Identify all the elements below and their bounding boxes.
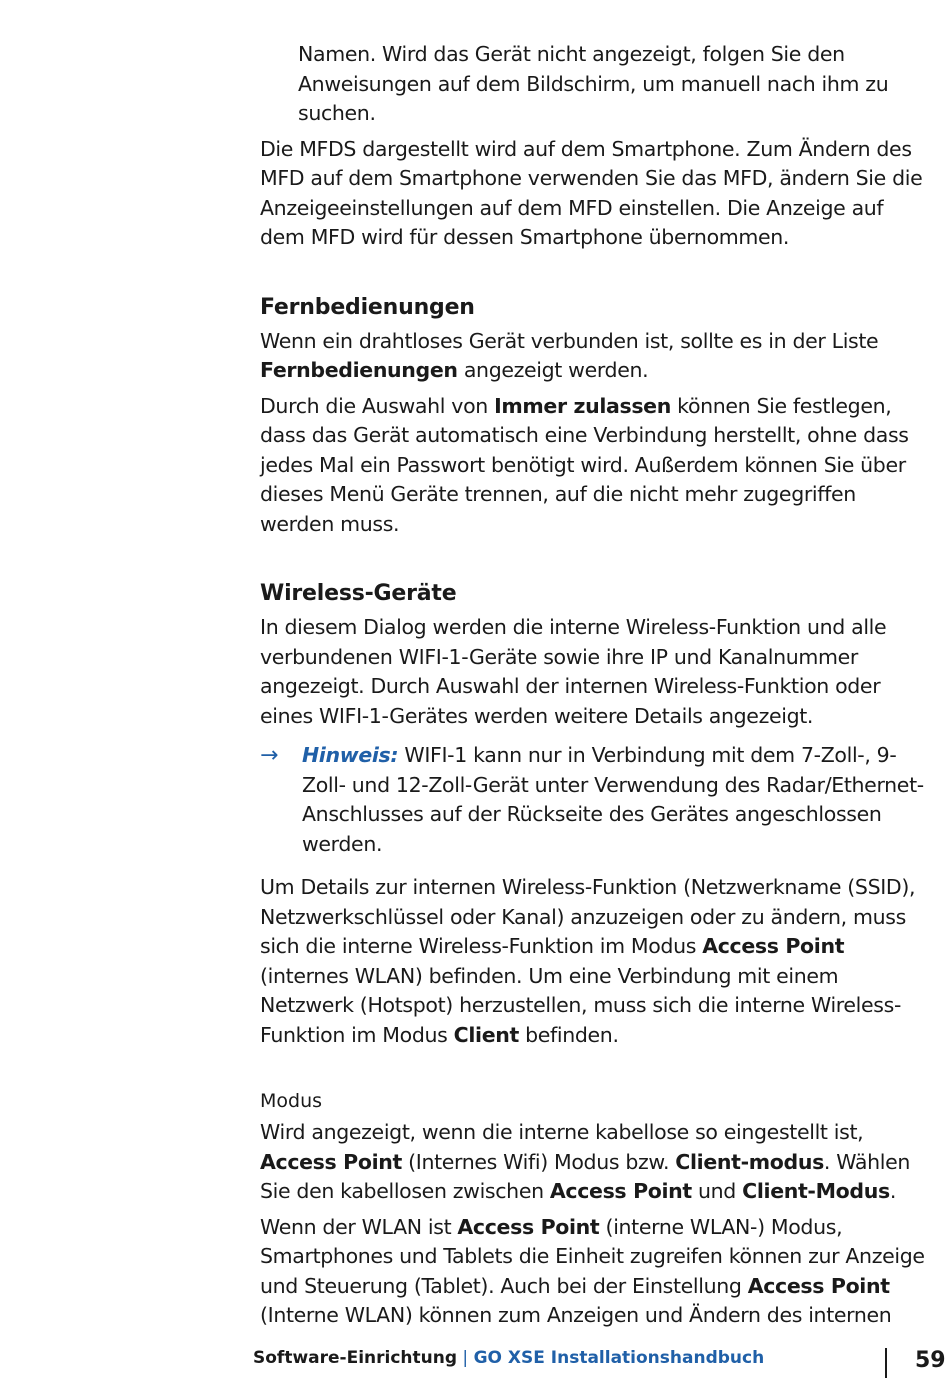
page-content xyxy=(260,40,932,1331)
wireless-paragraph-1: In diesem Dialog werden die interne Wireless-Funktion und alle verbundenen WIFI-1-Geräte sowie ihre IP und Kanalnummer angezeigt. Durch Auswahl der internen Wireless-Funktion oder eines WIFI-1-Gerätes werden weitere Details angezeigt. xyxy=(260,615,887,728)
footer-separator: | xyxy=(457,1348,474,1368)
page-footer xyxy=(253,1346,950,1380)
arrow-right-icon: → xyxy=(260,743,279,768)
modus-paragraph-1: Wird angezeigt, wenn die interne kabellose so eingestellt ist, Access Point (Internes Wifi) Modus bzw. Client-modus. Wählen Sie den kabellosen zwischen Access Point und Client-Modus. xyxy=(260,1120,910,1203)
footer-section: Software-Einrichtung xyxy=(253,1348,458,1368)
modus-paragraph-2: Wenn der WLAN ist Access Point (interne WLAN-) Modus, Smartphones und Tablets die Einheit zugreifen können zur Anzeige und Steuerung (Tablet). Auch bei der Einstellung Access Point (Interne WLAN) können zum Anzeigen und Ändern des internen xyxy=(260,1214,925,1327)
wireless-paragraph-2: Um Details zur internen Wireless-Funktion (Netzwerkname (SSID), Netzwerkschlüssel oder Kanal) anzuzeigen oder zu ändern, muss sich die interne Wireless-Funktion im Modus Access Point (internes WLAN) befinden. Um eine Verbindung mit einem Netzwerk (Hotspot) herzustellen, muss sich die interne Wireless-Funktion im Modus Client befinden. xyxy=(260,875,916,1047)
note-label: Hinweis: xyxy=(302,743,399,767)
remotes-paragraph-1: Wenn ein drahtloses Gerät verbunden ist, sollte es in der Liste Fernbedienungen angezeigt werden. xyxy=(260,328,879,382)
modus-heading: Modus xyxy=(260,1090,323,1112)
intro-continued-paragraph: Namen. Wird das Gerät nicht angezeigt, folgen Sie den Anweisungen auf dem Bildschirm, um manuell nach ihm zu suchen. xyxy=(298,42,889,125)
footer-manual-title: GO XSE Installationshandbuch xyxy=(473,1348,765,1368)
footer-divider xyxy=(885,1348,887,1378)
page-number: 59 xyxy=(915,1348,946,1373)
wireless-note: → Hinweis: WIFI-1 kann nur in Verbindung mit dem 7-Zoll-, 9-Zoll- und 12-Zoll-Gerät unter Verwendung des Radar/Ethernet-Anschlusses auf der Rückseite des Gerätes angeschlossen werden. xyxy=(260,743,924,856)
intro-mfds-paragraph: Die MFDS dargestellt wird auf dem Smartphone. Zum Ändern des MFD auf dem Smartphone verwenden Sie das MFD, ändern Sie die Anzeigeeinstellungen auf dem MFD einstellen. Die Anzeige auf dem MFD wird für dessen Smartphone übernommen. xyxy=(260,136,923,249)
remotes-paragraph-2: Durch die Auswahl von Immer zulassen können Sie festlegen, dass das Gerät automatisch eine Verbindung herstellt, ohne dass jedes Mal ein Passwort benötigt wird. Außerdem können Sie über dieses Menü Geräte trennen, auf die nicht mehr zugegriffen werden muss. xyxy=(260,393,909,536)
wireless-heading: Wireless-Geräte xyxy=(260,581,457,606)
footer-title xyxy=(253,1348,764,1368)
remotes-heading: Fernbedienungen xyxy=(260,294,475,320)
